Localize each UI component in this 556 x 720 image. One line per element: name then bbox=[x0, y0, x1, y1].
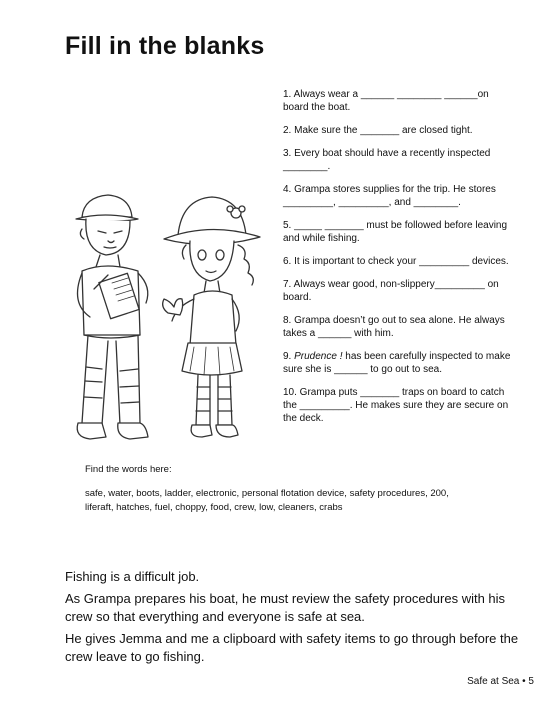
question-2: 2. Make sure the _______ are closed tight. bbox=[283, 125, 473, 136]
story-paragraph-2: As Grampa prepares his boat, he must review the safety procedures with his crew so that everything and everyone is safe at sea. bbox=[65, 591, 506, 624]
question-5: 5. _____ _______ must be followed before leaving and while fishing. bbox=[283, 220, 508, 244]
question-9: 9. Prudence ! has been carefully inspected to make sure she is ______ to go out to sea. bbox=[283, 351, 511, 375]
word-bank-label: Find the words here: bbox=[85, 464, 172, 475]
question-4: 4. Grampa stores supplies for the trip. He stores _________, _________, and ________. bbox=[283, 184, 496, 208]
question-1: 1. Always wear a ______ ________ ______on board the boat. bbox=[283, 89, 489, 113]
question-7: 7. Always wear good, non-slippery_________ on board. bbox=[283, 279, 499, 303]
word-bank-list: safe, water, boots, ladder, electronic, personal flotation device, safety procedures, 200, liferaft, hatches, fuel, choppy, food, crew, low, cleaners, crabs bbox=[85, 488, 449, 513]
question-10: 10. Grampa puts _______ traps on board to catch the _________. He makes sure they are secure on the deck. bbox=[283, 387, 509, 424]
story-paragraph-3: He gives Jemma and me a clipboard with safety items to go through before the crew leave to go fishing. bbox=[65, 631, 519, 664]
story-text bbox=[65, 568, 525, 670]
question-8: 8. Grampa doesn’t go out to sea alone. He always takes a ______ with him. bbox=[283, 315, 505, 339]
page-footer: Safe at Sea • 5 bbox=[467, 676, 534, 687]
question-6: 6. It is important to check your _________ devices. bbox=[283, 256, 509, 267]
characters-illustration bbox=[60, 175, 265, 455]
question-3: 3. Every boat should have a recently inspected ________. bbox=[283, 148, 491, 172]
page-title: Fill in the blanks bbox=[65, 32, 265, 60]
story-paragraph-1: Fishing is a difficult job. bbox=[65, 569, 200, 584]
questions-list bbox=[283, 88, 515, 435]
